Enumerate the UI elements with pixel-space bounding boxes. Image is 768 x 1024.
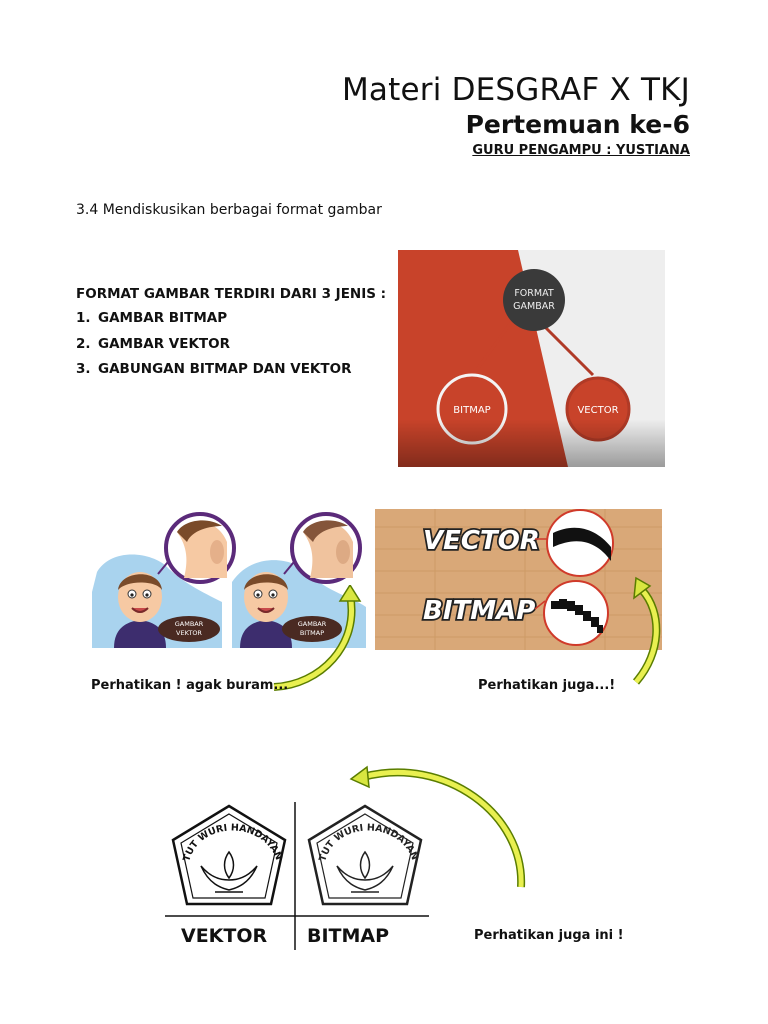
- logo-bitmap-label: BITMAP: [307, 925, 390, 947]
- badge-vektor-line1: GAMBAR: [174, 620, 204, 628]
- badge-bitmap-line1: GAMBAR: [297, 620, 327, 628]
- page-subtitle: Pertemuan ke-6: [465, 110, 690, 139]
- wood-bitmap-text: BITMAP: [423, 596, 536, 626]
- teacher-name: GURU PENGAMPU : YUSTIANA: [472, 143, 690, 158]
- tut-wuri-logo-vector: [165, 800, 285, 904]
- logo-comparison: [165, 800, 433, 952]
- page-title: Materi DESGRAF X TKJ: [341, 72, 690, 108]
- learning-objective: 3.4 Mendiskusikan berbagai format gambar: [76, 202, 382, 218]
- wood-comparison-image: [375, 509, 662, 650]
- badge-bitmap-line2: BITMAP: [299, 629, 325, 637]
- list-item: 3. GABUNGAN BITMAP DAN VEKTOR: [76, 361, 352, 377]
- format-list: [76, 308, 351, 385]
- wood-vector-text: VECTOR: [423, 526, 540, 556]
- badge-vektor-line2: VEKTOR: [176, 629, 202, 637]
- format-heading: FORMAT GAMBAR TERDIRI DARI 3 JENIS :: [76, 286, 387, 302]
- logo-vektor-label: VEKTOR: [181, 925, 268, 947]
- format-diagram: [398, 250, 665, 467]
- list-item: 1. GAMBAR BITMAP: [76, 310, 228, 326]
- logo-motto-left: TUT WURI HANDAYAN: [181, 822, 285, 863]
- caption-bottom: Perhatikan juga ini !: [474, 928, 624, 943]
- logo-motto-right: TUT WURI HANDAYAN: [317, 822, 421, 863]
- caption-left: Perhatikan ! agak buram...: [91, 678, 289, 693]
- boy-left: [114, 572, 166, 648]
- caption-right: Perhatikan juga...!: [478, 678, 616, 693]
- curved-arrow-icon: [622, 572, 668, 692]
- list-item: 2. GAMBAR VEKTOR: [76, 335, 231, 352]
